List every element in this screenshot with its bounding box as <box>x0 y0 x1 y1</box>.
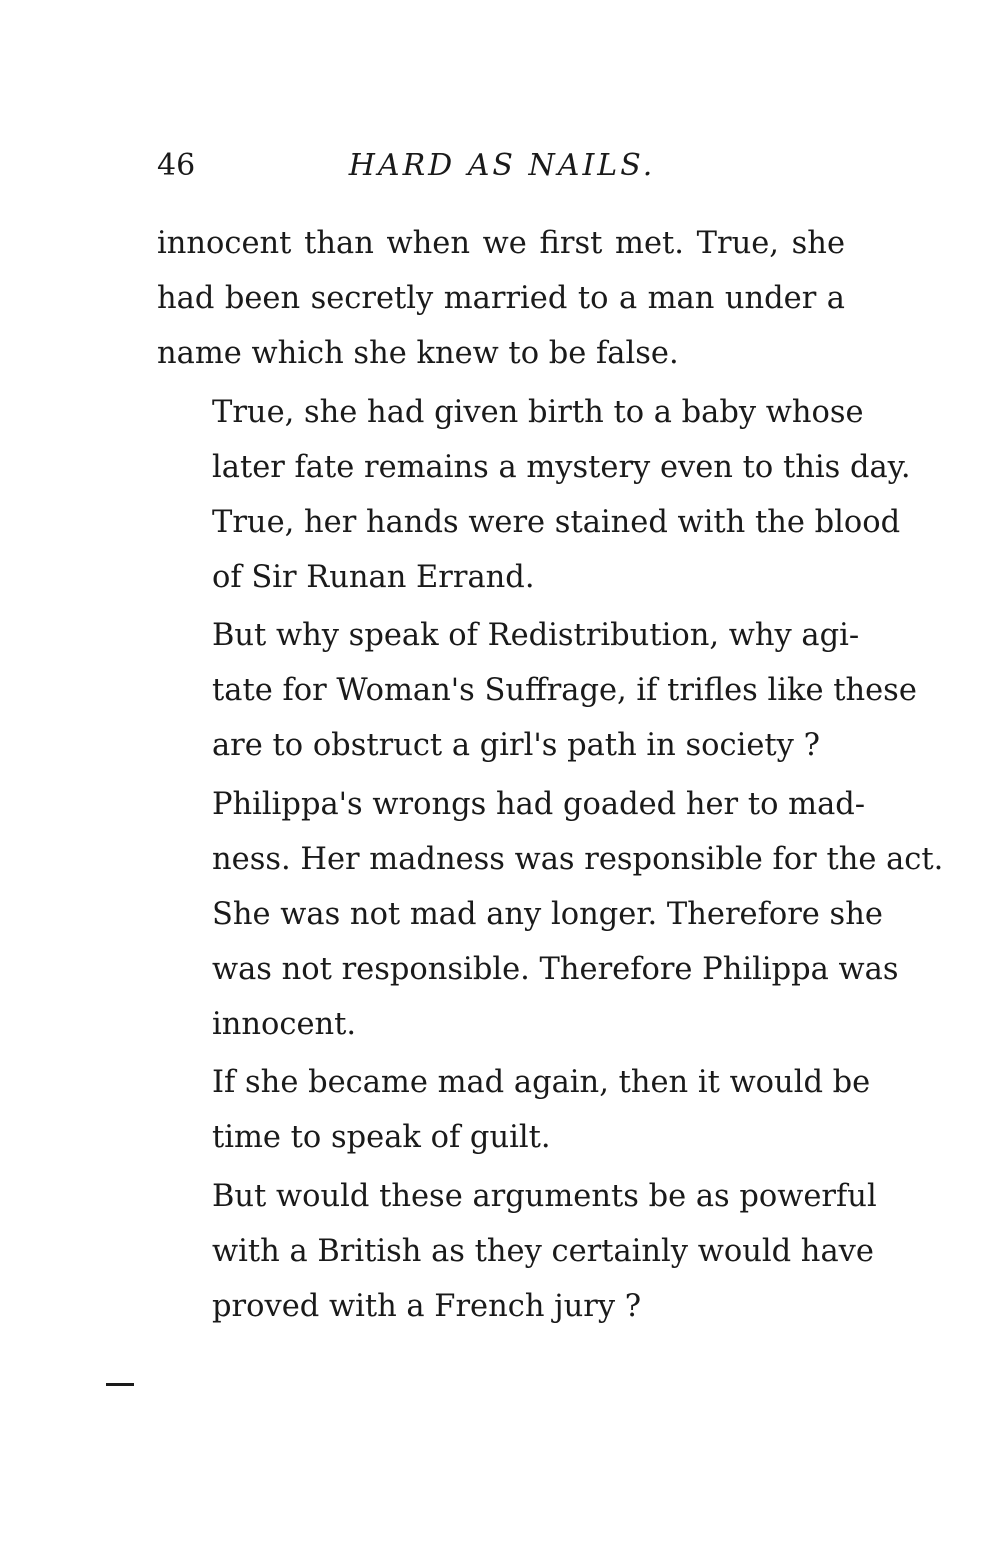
text-line: innocent. <box>212 1006 357 1042</box>
text-line: name which she knew to be false. <box>157 336 679 371</box>
paragraph <box>157 777 944 1052</box>
text-line: with a British as they certainly would have <box>212 1233 874 1269</box>
page-number: 46 <box>157 148 196 183</box>
text-line: innocent than when we first met. True, she <box>157 226 845 261</box>
text-line: was not responsible. Therefore Philippa was <box>212 951 899 987</box>
text-line: But would these arguments be as powerful <box>212 1178 877 1214</box>
text-line: had been secretly married to a man under a <box>157 281 845 316</box>
text-line: later fate remains a mystery even to this day. <box>212 449 911 485</box>
text-line: tate for Woman's Suffrage, if trifles like these <box>212 673 917 708</box>
paragraph <box>157 1055 871 1165</box>
text-line: True, she had given birth to a baby whose <box>212 394 864 430</box>
text-line: She was not mad any longer. Therefore she <box>212 896 883 932</box>
paragraph <box>157 216 845 381</box>
text-line: time to speak of guilt. <box>212 1120 551 1155</box>
text-line: are to obstruct a girl's path in society ? <box>212 728 820 763</box>
text-line: of Sir Runan Errand. <box>212 559 535 595</box>
text-line: ness. Her madness was responsible for the act. <box>212 841 944 877</box>
text-line: If she became mad again, then it would be <box>212 1065 871 1100</box>
text-line: True, her hands were stained with the blood <box>212 504 901 540</box>
margin-mark <box>106 1383 134 1386</box>
running-title: HARD AS NAILS. <box>348 148 656 183</box>
paragraph <box>157 385 911 605</box>
paragraph <box>157 1169 877 1334</box>
body-text <box>157 216 944 1334</box>
paragraph <box>157 608 917 773</box>
page-header <box>157 148 847 188</box>
text-line: But why speak of Redistribution, why agi- <box>212 618 860 653</box>
text-line: Philippa's wrongs had goaded her to mad- <box>212 786 866 822</box>
text-line: proved with a French jury ? <box>212 1288 642 1324</box>
